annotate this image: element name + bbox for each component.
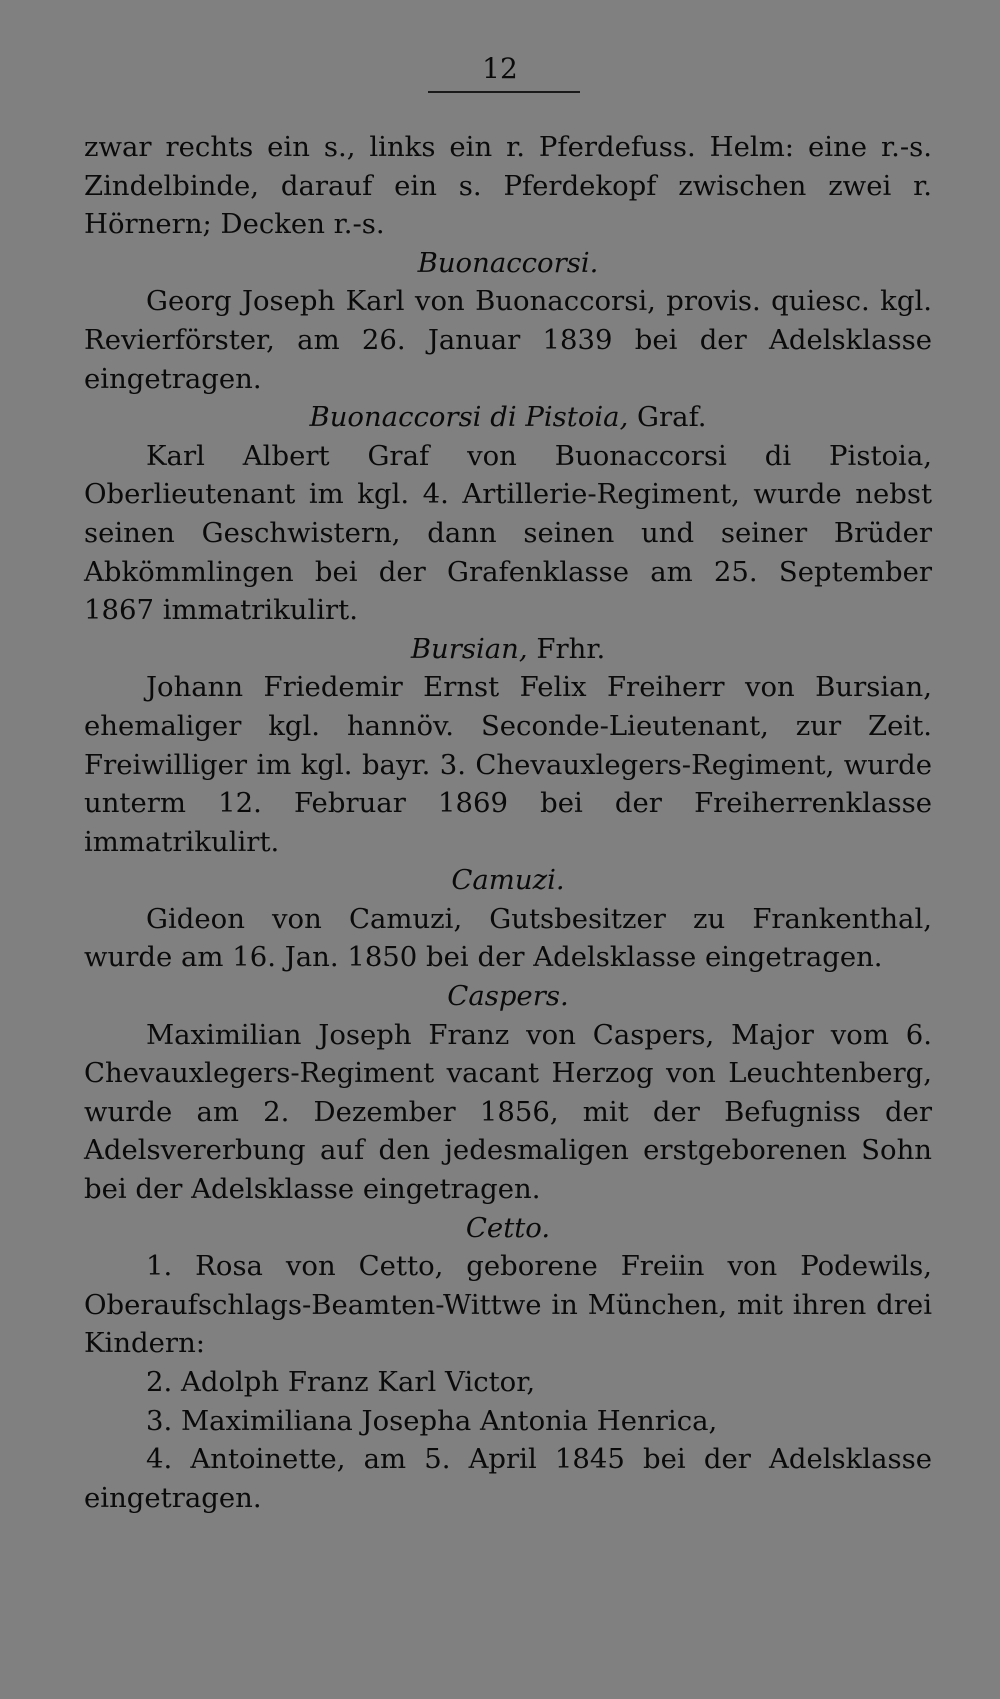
entry-heading-buonaccorsi-di-pistoia: [84, 398, 932, 437]
entry-text-buonaccorsi-di-pistoia: Karl Albert Graf von Buonaccorsi di Pistoia, Oberlieutenant im kgl. 4. Artillerie-Regiment, wurde nebst seinen Geschwistern, dann seinen und seiner Brüder Abkömmlingen bei der Grafenklasse am 25. September 1867 immatrikulirt.: [84, 439, 932, 627]
entry-name: Caspers.: [447, 980, 569, 1013]
entry-text-cetto-last: 4. Antoinette, am 5. April 1845 bei der Adelsklasse eingetragen.: [84, 1443, 932, 1514]
entry-title: Frhr.: [527, 632, 606, 665]
entry-name: Camuzi.: [451, 864, 565, 897]
list-item: 2. Adolph Franz Karl Victor,: [146, 1366, 536, 1398]
entry-name: Buonaccorsi di Pistoia,: [309, 401, 629, 434]
entry-heading-camuzi: [84, 861, 932, 900]
entry-text-bursian: Johann Friedemir Ernst Felix Freiherr von Bursian, ehemaliger kgl. hannöv. Seconde-Lieutenant, zur Zeit. Freiwilliger im kgl. bayr. 3. Chevauxlegers-Regiment, wurde unterm 12. Februar 1869 bei der Freiherrenklasse immatrikulirt.: [84, 671, 932, 858]
entry-text-caspers: Maximilian Joseph Franz von Caspers, Major vom 6. Chevauxlegers-Regiment vacant Herzog von Leuchtenberg, wurde am 2. Dezember 1856, mit der Befugniss der Adelsvererbung auf den jedesmaligen erstgeborenen Sohn bei der Adelsklasse eingetragen.: [84, 1018, 932, 1206]
entry-text-buonaccorsi: Georg Joseph Karl von Buonaccorsi, provis. quiesc. kgl. Revierförster, am 26. Januar 1839 bei der Adelsklasse eingetragen.: [84, 285, 932, 395]
entry-heading-cetto: [84, 1209, 932, 1248]
entry-text-cetto-intro: 1. Rosa von Cetto, geborene Freiin von Podewils, Oberaufschlags-Beamten-Wittwe in München, mit ihren drei Kindern:: [84, 1250, 932, 1360]
entry-title: Graf.: [628, 401, 707, 434]
list-item: 3. Maximiliana Josepha Antonia Henrica,: [146, 1404, 718, 1437]
entry-heading-bursian: [84, 630, 932, 669]
document-body: [84, 128, 932, 1517]
page-number: 12: [482, 52, 518, 85]
entry-heading-caspers: [84, 977, 932, 1016]
entry-name: Cetto.: [465, 1211, 551, 1244]
entry-heading-buonaccorsi: [84, 244, 932, 283]
entry-name: Buonaccorsi.: [417, 246, 599, 279]
entry-name: Bursian,: [410, 632, 528, 665]
entry-text-camuzi: Gideon von Camuzi, Gutsbesitzer zu Frankenthal, wurde am 16. Jan. 1850 bei der Adelsklasse eingetragen.: [84, 902, 932, 974]
continuation-paragraph: zwar rechts ein s., links ein r. Pferdefuss. Helm: eine r.-s. Zindelbinde, darauf ein s. Pferdekopf zwischen zwei r. Hörnern; Decken r.-s.: [84, 131, 932, 241]
page-number-rule: [428, 91, 580, 93]
